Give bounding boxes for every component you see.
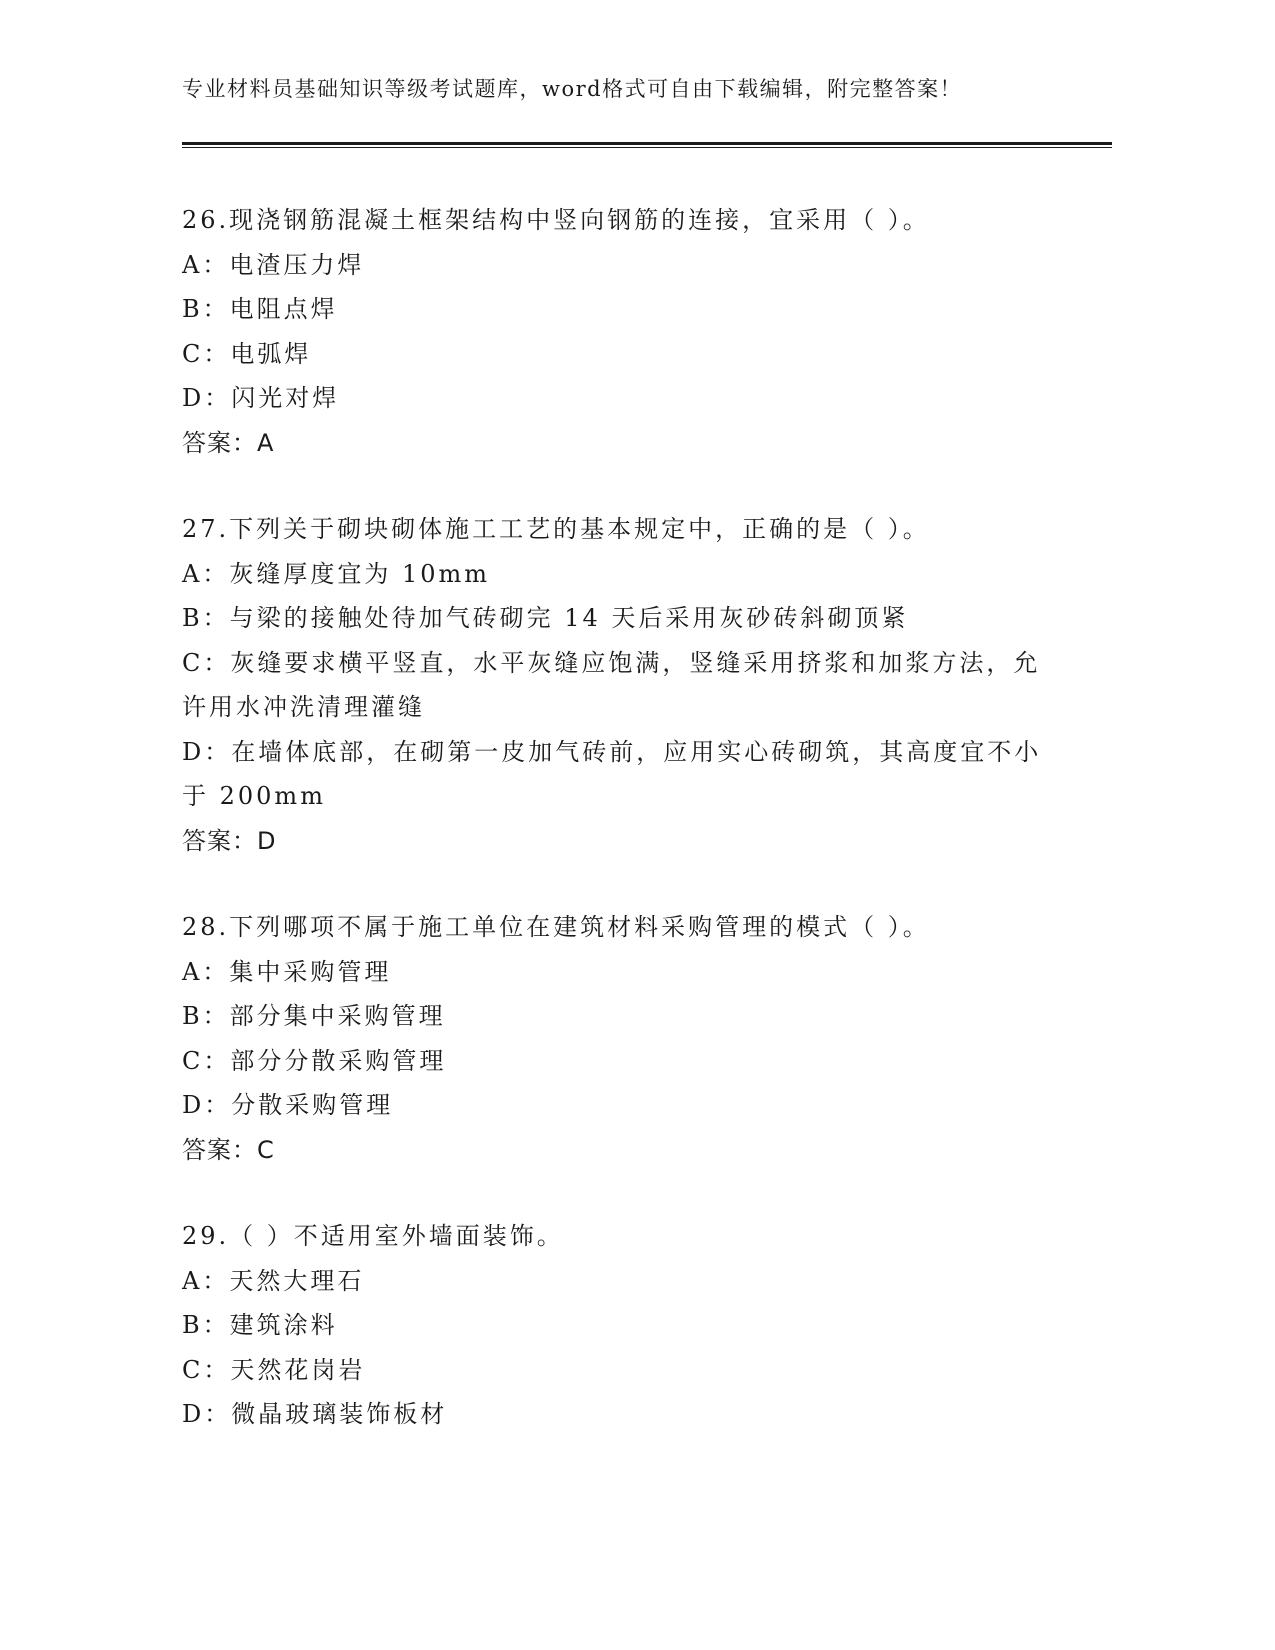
answer-text: 答案：D [182, 826, 277, 855]
option-b: B：部分集中采购管理 [182, 1002, 446, 1030]
option-b: B：与梁的接触处待加气砖砌完 14 天后采用灰砂砖斜砌顶紧 [182, 604, 909, 632]
option-d: D：在墙体底部，在砌第一皮加气砖前，应用实心砖砌筑，其高度宜不小于 200mm [182, 737, 1042, 810]
option-c: C：电弧焊 [182, 339, 312, 368]
option-a: A：天然大理石 [182, 1266, 365, 1295]
answer-text: 答案：A [182, 428, 275, 457]
option-c: C：天然花岗岩 [182, 1355, 366, 1384]
option-c: C：部分分散采购管理 [182, 1046, 447, 1075]
option-d: D：闪光对焊 [182, 384, 340, 412]
question-29 [182, 1214, 1062, 1437]
question-26 [182, 198, 1062, 465]
question-28 [182, 905, 1062, 1172]
question-stem: 27.下列关于砌块砌体施工工艺的基本规定中，正确的是（ ）。 [182, 515, 930, 543]
question-27 [182, 507, 1062, 863]
option-b: B：建筑涂料 [182, 1311, 338, 1339]
option-a: A：电渣压力焊 [182, 250, 365, 279]
question-stem: 29.（ ）不适用室外墙面装饰。 [182, 1222, 564, 1250]
option-a: A：灰缝厚度宜为 10mm [182, 559, 491, 588]
question-stem: 28.下列哪项不属于施工单位在建筑材料采购管理的模式（ ）。 [182, 913, 930, 941]
header-divider-thin [182, 147, 1112, 148]
header-divider-thick [182, 142, 1112, 145]
question-list [182, 198, 1062, 1479]
option-b: B：电阻点焊 [182, 295, 338, 323]
option-a: A：集中采购管理 [182, 957, 392, 986]
question-stem: 26.现浇钢筋混凝土框架结构中竖向钢筋的连接，宜采用（ ）。 [182, 206, 930, 234]
option-c: C：灰缝要求横平竖直，水平灰缝应饱满，竖缝采用挤浆和加浆方法，允许用水冲洗清理灌缝 [182, 648, 1041, 721]
option-d: D：分散采购管理 [182, 1091, 394, 1119]
page-header: 专业材料员基础知识等级考试题库，word格式可自由下载编辑，附完整答案！ [182, 77, 963, 101]
option-d: D：微晶玻璃装饰板材 [182, 1400, 448, 1428]
answer-text: 答案：C [182, 1135, 275, 1164]
